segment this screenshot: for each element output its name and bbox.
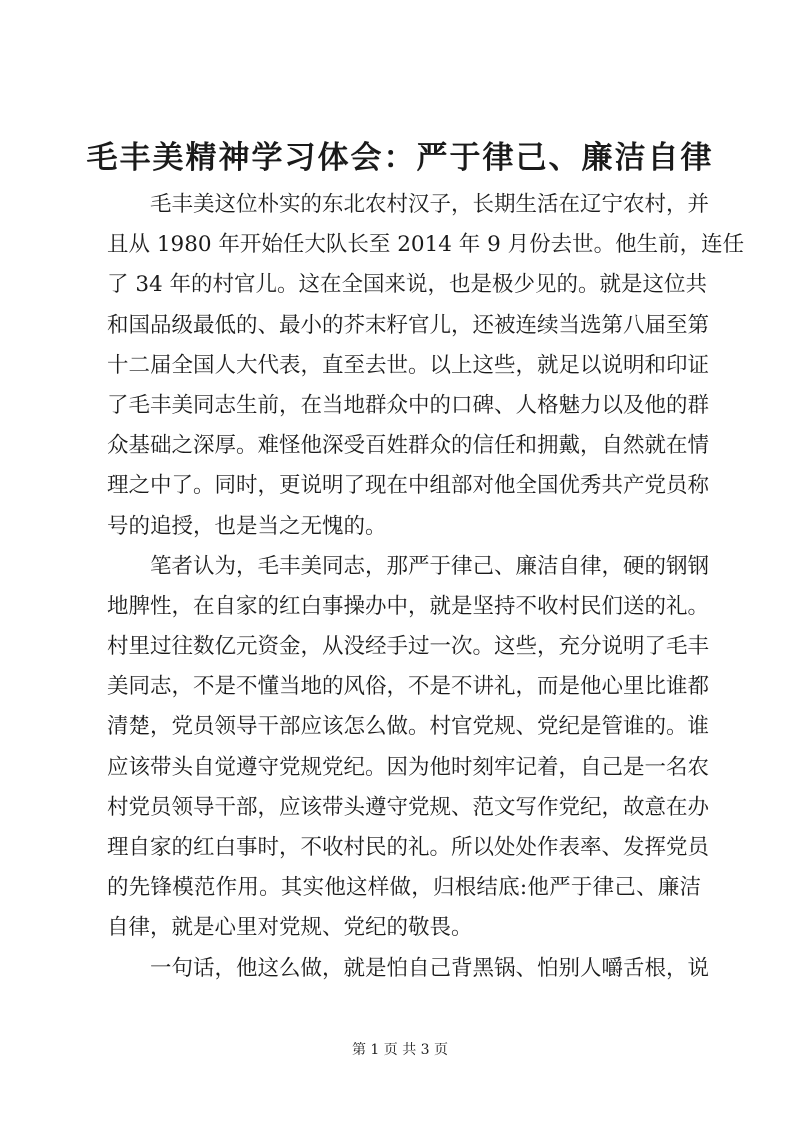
text-line: 美同志，不是不懂当地的风俗，不是不讲礼，而是他心里比谁都 — [107, 674, 710, 700]
text-line: 且从 1980 年开始任大队长至 2014 年 9 月份去世。他生前，连任 — [107, 232, 745, 258]
document-title: 毛丰美精神学习体会：严于律己、廉洁自律 — [86, 140, 714, 176]
text-line: 自律，就是心里对党规、党纪的敬畏。 — [107, 915, 473, 941]
paragraph — [107, 547, 710, 949]
text-line: 一句话，他这么做，就是怕自己背黑锅、怕别人嚼舌根，说 — [150, 955, 710, 981]
text-line: 毛丰美这位朴实的东北农村汉子，长期生活在辽宁农村，并 — [150, 192, 710, 217]
text-line: 应该带头自觉遵守党规党纪。因为他时刻牢记着，自己是一名农 — [107, 754, 710, 780]
text-line: 众基础之深厚。难怪他深受百姓群众的信任和拥戴，自然就在情 — [107, 433, 710, 459]
text-line: 村里过往数亿元资金，从没经手过一次。这些，充分说明了毛丰 — [107, 634, 710, 660]
text-line: 清楚，党员领导干部应该怎么做。村官党规、党纪是管谁的。谁 — [107, 714, 710, 740]
text-line: 十二届全国人大代表，直至去世。以上这些，就足以说明和印证 — [107, 352, 710, 378]
text-line: 号的追授，也是当之无愧的。 — [107, 513, 387, 539]
text-line: 理之中了。同时，更说明了现在中组部对他全国优秀共产党员称 — [107, 473, 710, 499]
text-line: 村党员领导干部，应该带头遵守党规、范文写作党纪，故意在办 — [107, 794, 710, 820]
text-line: 理自家的红白事时，不收村民的礼。所以处处作表率、发挥党员 — [107, 835, 710, 860]
text-line: 的先锋模范作用。其实他这样做，归根结底:他严于律己、廉洁 — [107, 875, 701, 901]
paragraph — [107, 949, 710, 989]
text-line: 地脾性，在自家的红白事操办中，就是坚持不收村民们送的礼。 — [107, 593, 710, 619]
text-line: 笔者认为，毛丰美同志，那严于律己、廉洁自律，硬的钢钢 — [150, 553, 710, 579]
text-line: 和国品级最低的、最小的芥末籽官儿，还被连续当选第八届至第 — [107, 312, 710, 338]
paragraph — [107, 185, 745, 547]
page-number-footer: 第 1 页 共 3 页 — [351, 1042, 449, 1058]
text-line: 了 34 年的村官儿。这在全国来说，也是极少见的。就是这位共 — [107, 272, 708, 298]
document-body — [107, 185, 745, 989]
text-line: 了毛丰美同志生前，在当地群众中的口碑、人格魅力以及他的群 — [107, 392, 710, 418]
